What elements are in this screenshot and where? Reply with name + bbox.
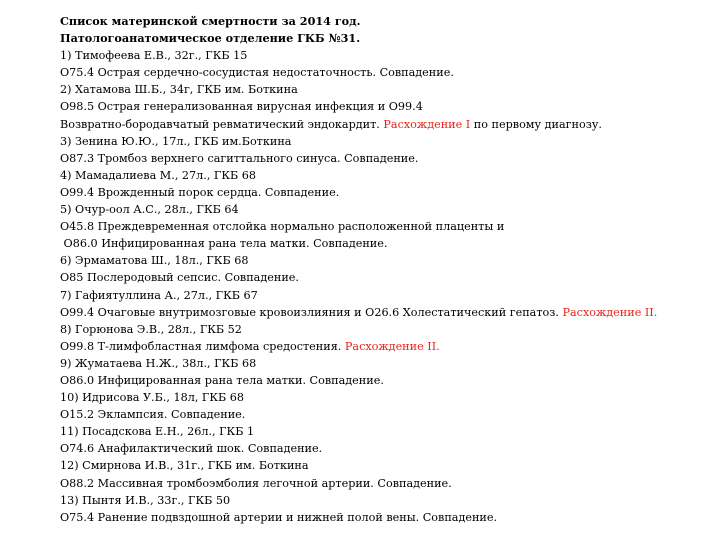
record-line <box>60 47 700 64</box>
discrepancy-label: Расхождение II. <box>344 339 440 353</box>
record-line <box>60 201 700 218</box>
record-text: О98.5 Острая генерализованная вирусная инфекция и О99.4 <box>60 100 423 114</box>
record-line <box>60 321 700 338</box>
record-line <box>60 304 700 321</box>
record-text: 3) Зенина Ю.Ю., 17л., ГКБ им.Боткина <box>60 134 292 148</box>
record-text: 9) Жуматаева Н.Ж., 38л., ГКБ 68 <box>60 356 257 370</box>
record-line <box>60 150 700 167</box>
discrepancy-label: Расхождение I <box>383 117 471 131</box>
record-text: О99.4 Очаговые внутримозговые кровоизлияния и О26.6 Холестатический гепатоз. <box>60 305 563 319</box>
record-text: О86.0 Инфицированная рана тела матки. Совпадение. <box>60 373 384 387</box>
record-text: 11) Посадскова Е.Н., 26л., ГКБ 1 <box>60 425 255 439</box>
record-line <box>60 184 700 201</box>
record-text-tail: по первому диагнозу. <box>470 117 602 131</box>
record-line <box>60 133 700 150</box>
record-list <box>60 47 700 526</box>
record-line <box>60 423 700 440</box>
record-line <box>60 372 700 389</box>
record-line <box>60 81 700 98</box>
record-line <box>60 457 700 474</box>
record-line <box>60 235 700 252</box>
record-line <box>60 218 700 235</box>
record-text: 5) Очур-оол А.С., 28л., ГКБ 64 <box>60 203 239 217</box>
record-text: 2) Хатамова Ш.Б., 34г, ГКБ им. Боткина <box>60 83 298 97</box>
document-subtitle: Патологоанатомическое отделение ГКБ №31. <box>60 31 361 46</box>
record-text: 7) Гафиятуллина А., 27л., ГКБ 67 <box>60 288 258 302</box>
document-body <box>60 13 700 526</box>
record-text: 8) Горюнова Э.В., 28л., ГКБ 52 <box>60 322 242 336</box>
record-text: О75.4 Ранение подвздошной артерии и нижней полой вены. Совпадение. <box>60 510 498 524</box>
record-text: О99.8 Т-лимфобластная лимфома средостения. <box>60 339 345 353</box>
record-line <box>60 64 700 81</box>
document-title: Список материнской смертности за 2014 год. <box>60 14 361 28</box>
record-text: 10) Идрисова У.Б., 18л, ГКБ 68 <box>60 391 245 405</box>
record-line <box>60 440 700 457</box>
record-text: О87.3 Тромбоз верхнего сагиттального синуса. Совпадение. <box>60 151 419 165</box>
record-line <box>60 475 700 492</box>
record-text: О86.0 Инфицированная рана тела матки. Совпадение. <box>60 237 388 251</box>
record-text: О99.4 Врожденный порок сердца. Совпадение. <box>60 185 340 199</box>
record-text: О45.8 Преждевременная отслойка нормально расположенной плаценты и <box>60 220 505 234</box>
record-text: О75.4 Острая сердечно-сосудистая недостаточность. Совпадение. <box>60 66 454 80</box>
record-line <box>60 252 700 269</box>
discrepancy-label: Расхождение II. <box>562 305 658 319</box>
record-line <box>60 338 700 355</box>
record-text: 6) Эрмаматова Ш., 18л., ГКБ 68 <box>60 254 249 268</box>
record-line <box>60 287 700 304</box>
record-line <box>60 116 700 133</box>
record-line <box>60 389 700 406</box>
record-line <box>60 406 700 423</box>
record-line <box>60 167 700 184</box>
record-text: О85 Послеродовый сепсис. Совпадение. <box>60 271 299 285</box>
record-text: 12) Смирнова И.В., 31г., ГКБ им. Боткина <box>60 459 309 473</box>
record-text: 1) Тимофеева Е.В., 32г., ГКБ 15 <box>60 49 248 63</box>
record-line <box>60 355 700 372</box>
record-text: О15.2 Эклампсия. Совпадение. <box>60 408 246 422</box>
record-line <box>60 269 700 286</box>
record-text: О88.2 Массивная тромбоэмболия легочной артерии. Совпадение. <box>60 476 452 490</box>
record-text: О74.6 Анафилактический шок. Совпадение. <box>60 442 323 456</box>
record-text: 13) Пынтя И.В., 33г., ГКБ 50 <box>60 493 231 507</box>
record-line <box>60 492 700 509</box>
record-line <box>60 509 700 526</box>
record-text: Возвратно-бородавчатый ревматический эндокардит. <box>60 117 384 131</box>
record-line <box>60 98 700 115</box>
record-text: 4) Мамадалиева М., 27л., ГКБ 68 <box>60 168 257 182</box>
